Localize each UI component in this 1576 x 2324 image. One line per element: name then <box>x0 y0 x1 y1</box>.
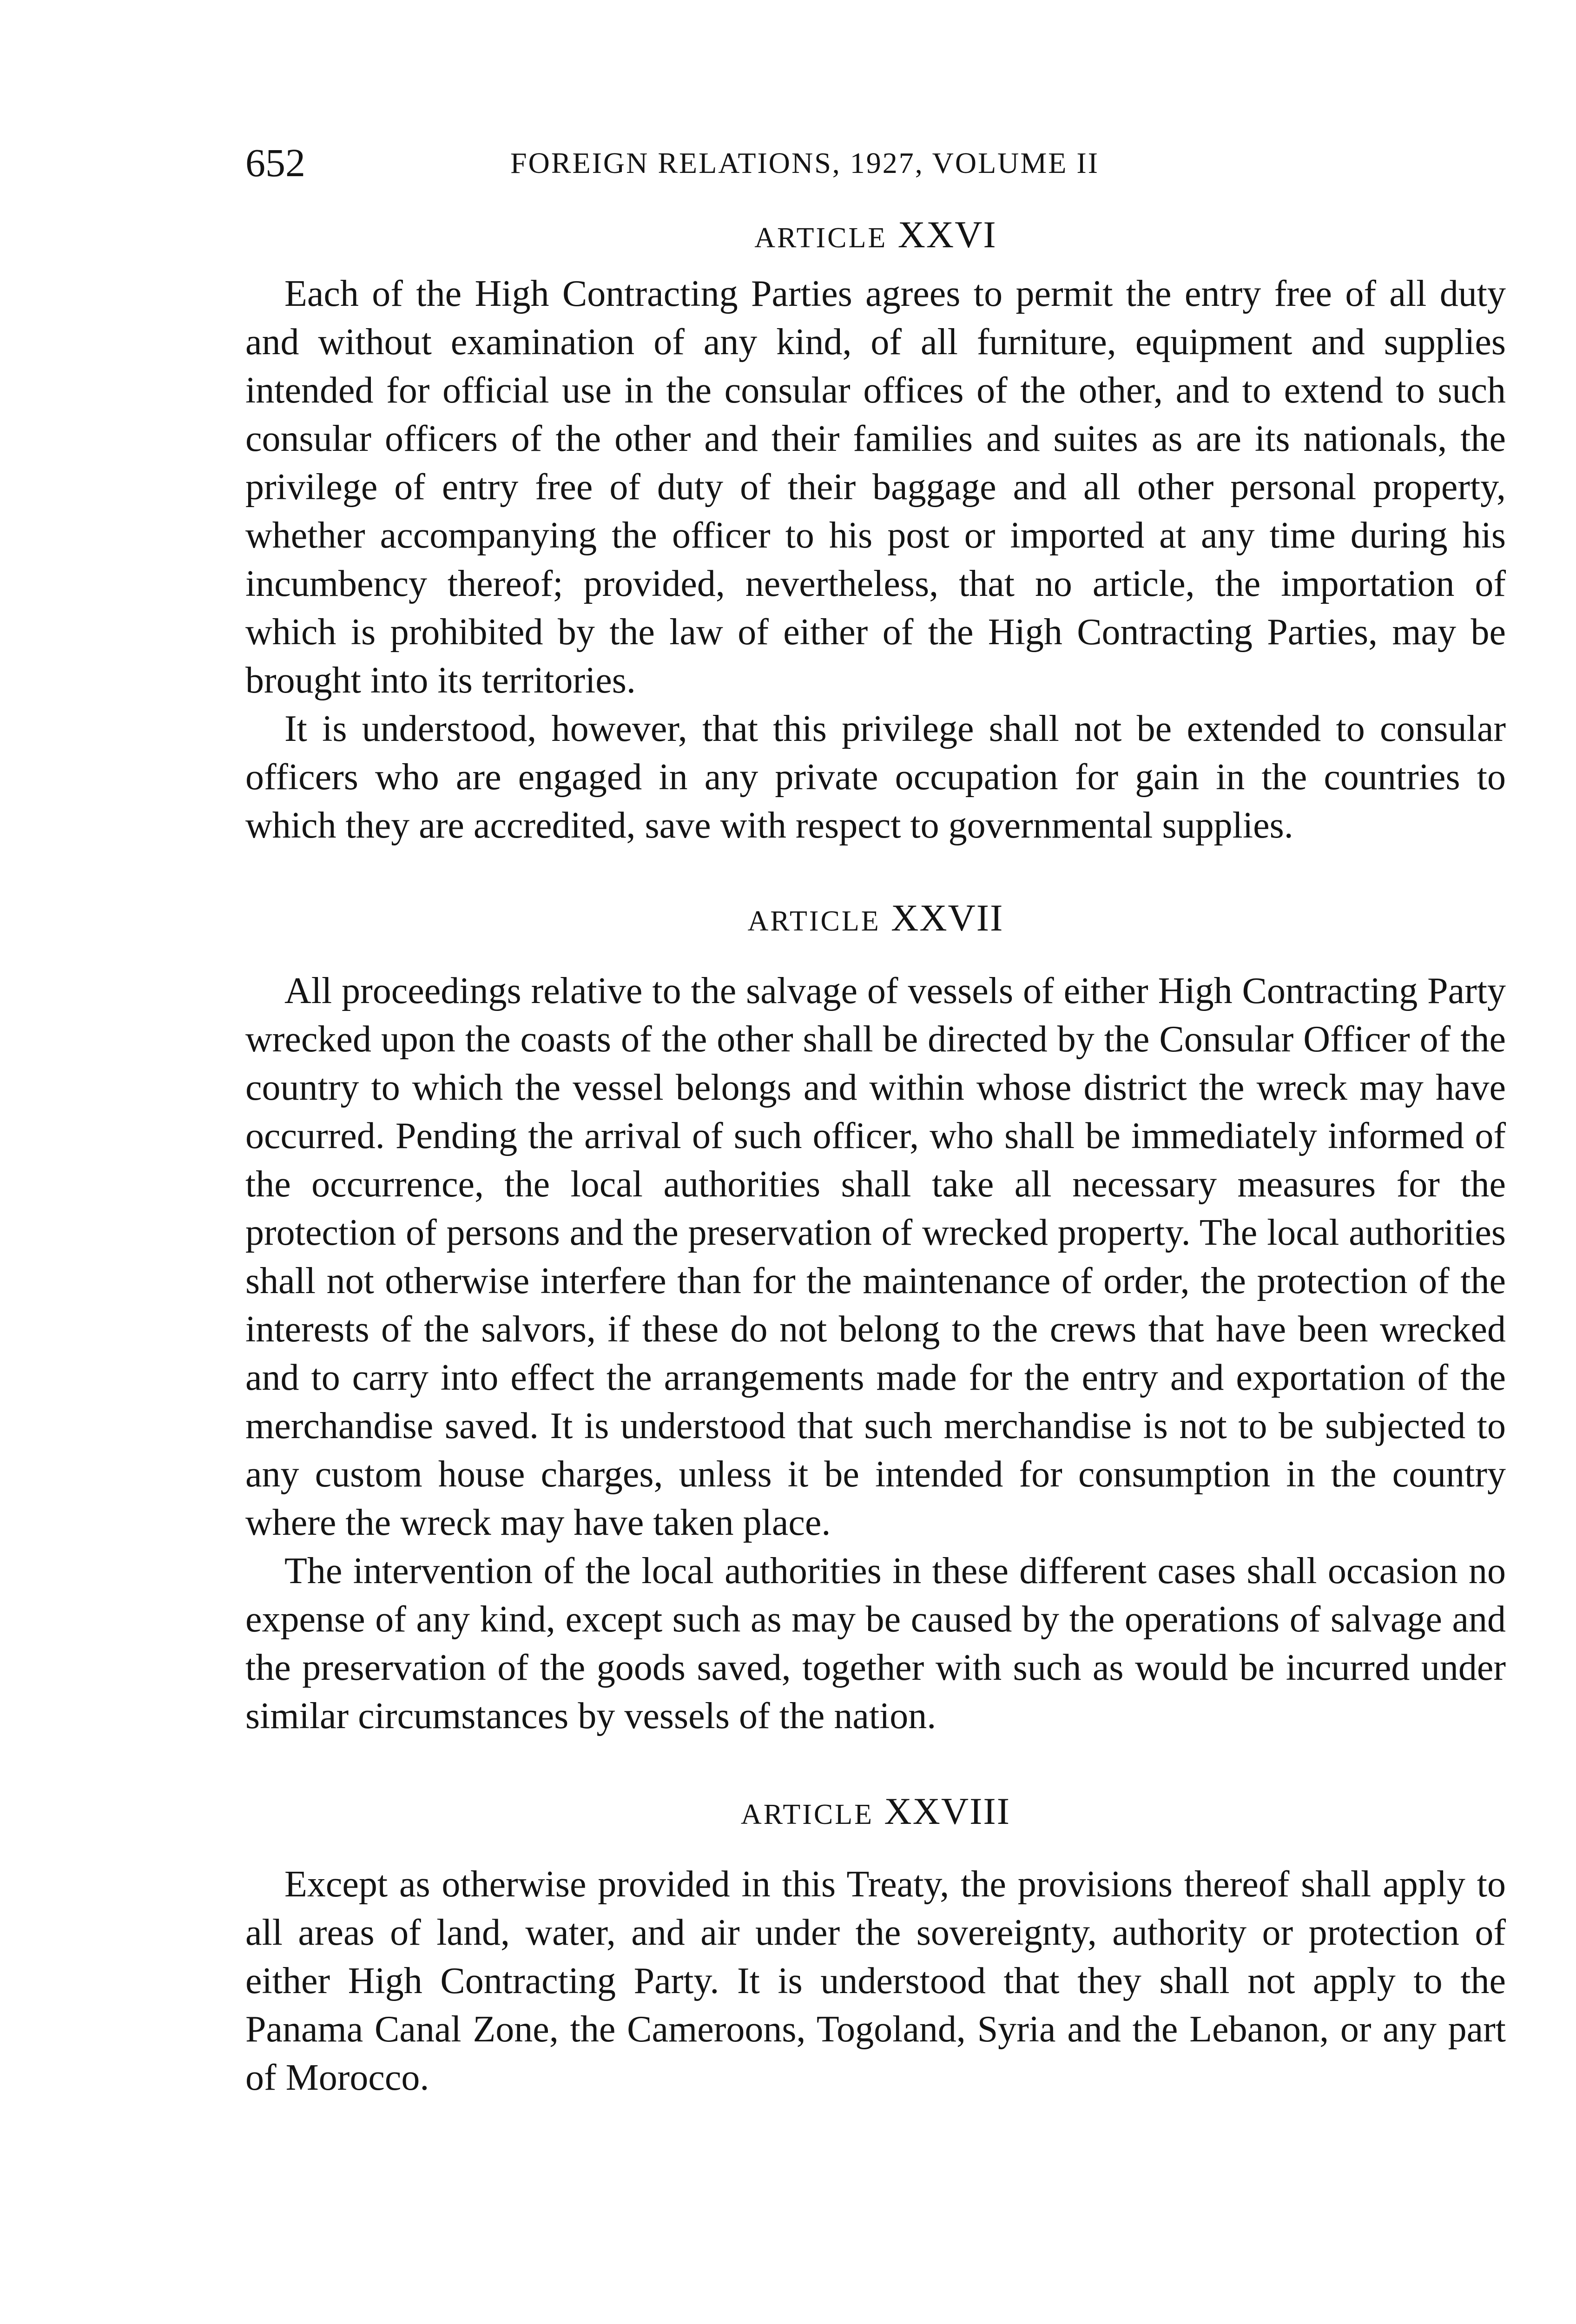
article-numeral: XXVI <box>897 213 997 256</box>
article-word-rest: RTICLE <box>777 222 888 254</box>
article-heading-word: ARTICLE <box>747 905 881 937</box>
article-heading-xxvi <box>245 200 1506 270</box>
document-page <box>245 139 1506 2102</box>
article-heading-xxviii <box>245 1776 1506 1846</box>
paragraph: Except as otherwise provided in this Treaty, the provisions thereof shall apply to all areas of land, water, and air under the sovereignty, authority or protection of either High Contracting Party. It is understood that they shall not apply to the Panama Canal Zone, the Cameroons, Togoland, Syria and the Lebanon, or any part of Morocco. <box>245 1864 1506 2098</box>
article-numeral: XXVII <box>891 897 1004 939</box>
paragraph: It is understood, however, that this privilege shall not be extended to consular officers who are engaged in any private occupation for gain in the countries to which they are accredited, save with respect to governmental supplies. <box>245 708 1506 846</box>
paragraph: Each of the High Contracting Parties agrees to permit the entry free of all duty and without examination of any kind, of all furniture, equipment and supplies intended for official use in the consular offices of the other, and to extend to such consular officers of the other and their families and suites as are its nationals, the privilege of entry free of duty of their baggage and all other personal property, whether accompanying the officer to his post or imported at any time during his incumbency thereof; provided, nevertheless, that no article, the importation of which is prohibited by the law of either of the High Contracting Parties, may be brought into its territories. <box>245 273 1506 701</box>
article-heading-word: ARTICLE <box>740 1799 874 1830</box>
article-body-xxvii <box>245 967 1506 1740</box>
page-number: 652 <box>245 140 305 185</box>
paragraph: The intervention of the local authorities in these different cases shall occasion no expense of any kind, except such as may be caused by the operations of salvage and the preservation of the goods saved, together with such as would be incurred under similar circumstances by vessels of the nation. <box>245 1551 1506 1736</box>
article-heading-word: ARTICLE <box>754 222 888 254</box>
running-head: FOREIGN RELATIONS, 1927, VOLUME II <box>510 146 1099 179</box>
article-word-rest: RTICLE <box>763 1799 874 1830</box>
article-body-xxvi <box>245 270 1506 850</box>
article-heading-xxvii <box>245 883 1506 953</box>
article-word-rest: RTICLE <box>770 905 881 937</box>
paragraph: All proceedings relative to the salvage of vessels of either High Contracting Party wrecked upon the coasts of the other shall be directed by the Consular Officer of the country to which the vessel belongs and within whose district the wreck may have occurred. Pending the arrival of such officer, who shall be immediately informed of the occurrence, the local authorities shall take all necessary measures for the protection of persons and the preservation of wrecked property. The local authorities shall not otherwise interfere than for the maintenance of order, the protection of the interests of the salvors, if these do not belong to the crews that have been wrecked and to carry into effect the arrangements made for the entry and exportation of the merchandise saved. It is understood that such merchandise is not to be subjected to any custom house charges, unless it be intended for consumption in the country where the wreck may have taken place. <box>245 971 1506 1543</box>
article-numeral: XXVIII <box>884 1790 1011 1832</box>
article-body-xxviii <box>245 1860 1506 2102</box>
page-header <box>245 139 1506 191</box>
